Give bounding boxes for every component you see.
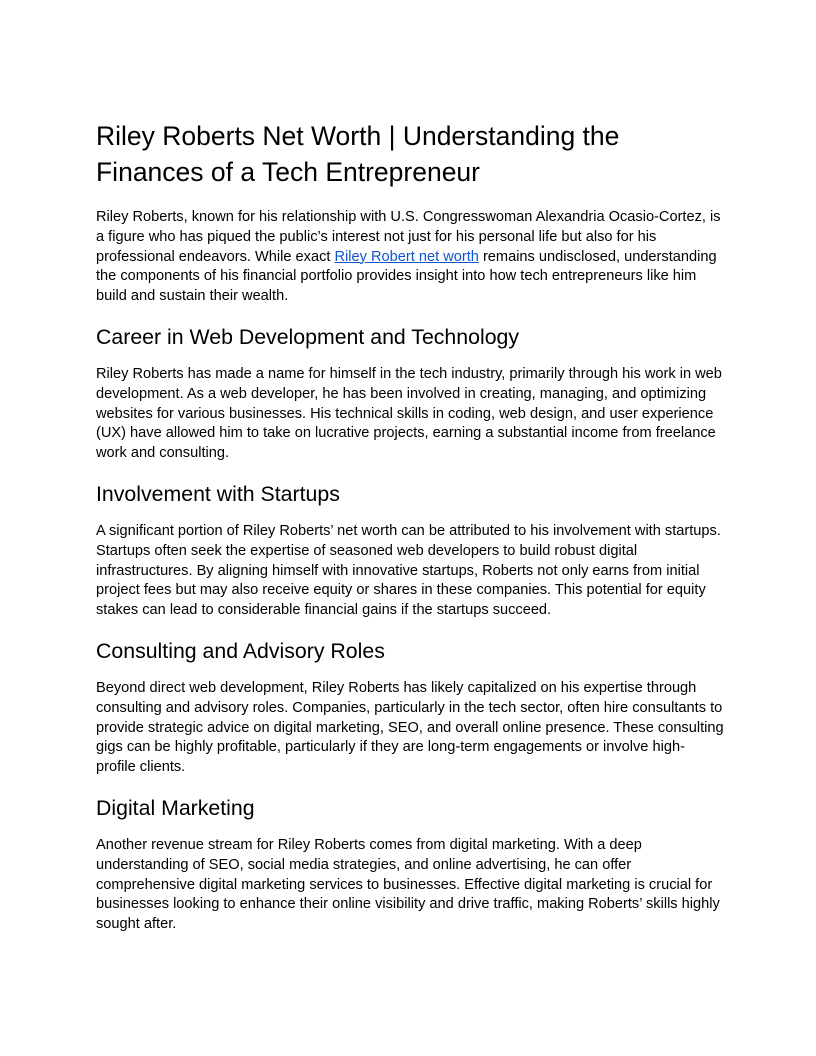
document-page (96, 118, 724, 951)
section-heading-digital-marketing: Digital Marketing (96, 795, 255, 820)
net-worth-link[interactable]: Riley Robert net worth (334, 248, 479, 265)
intro-text-before-link: Riley Roberts, known for his relationship with U.S. Congresswoman Alexandria Ocasio-Cortez, is a figure who has piqued the public’s interest not just for his personal life but also for his professional endeavors. While exact (96, 209, 721, 265)
section-body-startups: A significant portion of Riley Roberts’ net worth can be attributed to his involvement with startups. Startups often seek the expertise of seasoned web developers to build robust digital infrastructures. By aligning himself with innovative startups, Roberts not only earns from initial project fees but may also receive equity or shares in these companies. This potential for equity stakes can lead to considerable financial gains if the startups succeed. (96, 522, 721, 619)
section-heading-consulting: Consulting and Advisory Roles (96, 638, 385, 663)
section-heading-startups: Involvement with Startups (96, 481, 340, 506)
document-title: Riley Roberts Net Worth | Understanding the Finances of a Tech Entrepreneur (96, 121, 620, 187)
intro-text-after-link: remains undisclosed, understanding the components of his financial portfolio provides insight into how tech entrepreneurs like him build and sustain their wealth. (96, 248, 717, 305)
section-body-digital-marketing: Another revenue stream for Riley Roberts comes from digital marketing. With a deep understanding of SEO, social media strategies, and online advertising, he can offer comprehensive digital marketing services to businesses. Effective digital marketing is crucial for businesses looking to enhance their online visibility and drive traffic, making Roberts’ skills highly sought after. (96, 836, 720, 933)
section-body-career: Riley Roberts has made a name for himself in the tech industry, primarily through his work in web development. As a web developer, he has been involved in creating, managing, and optimizing websites for various businesses. His technical skills in coding, web design, and user experience (UX) have allowed him to take on lucrative projects, earning a substantial income from freelance work and consulting. (96, 365, 722, 462)
section-body-consulting: Beyond direct web development, Riley Roberts has likely capitalized on his expertise through consulting and advisory roles. Companies, particularly in the tech sector, often hire consultants to provide strategic advice on digital marketing, SEO, and overall online presence. These consulting gigs can be highly profitable, particularly if they are long-term engagements or involve high-profile clients. (96, 679, 724, 776)
section-heading-career: Career in Web Development and Technology (96, 324, 520, 349)
intro-paragraph (96, 208, 724, 307)
